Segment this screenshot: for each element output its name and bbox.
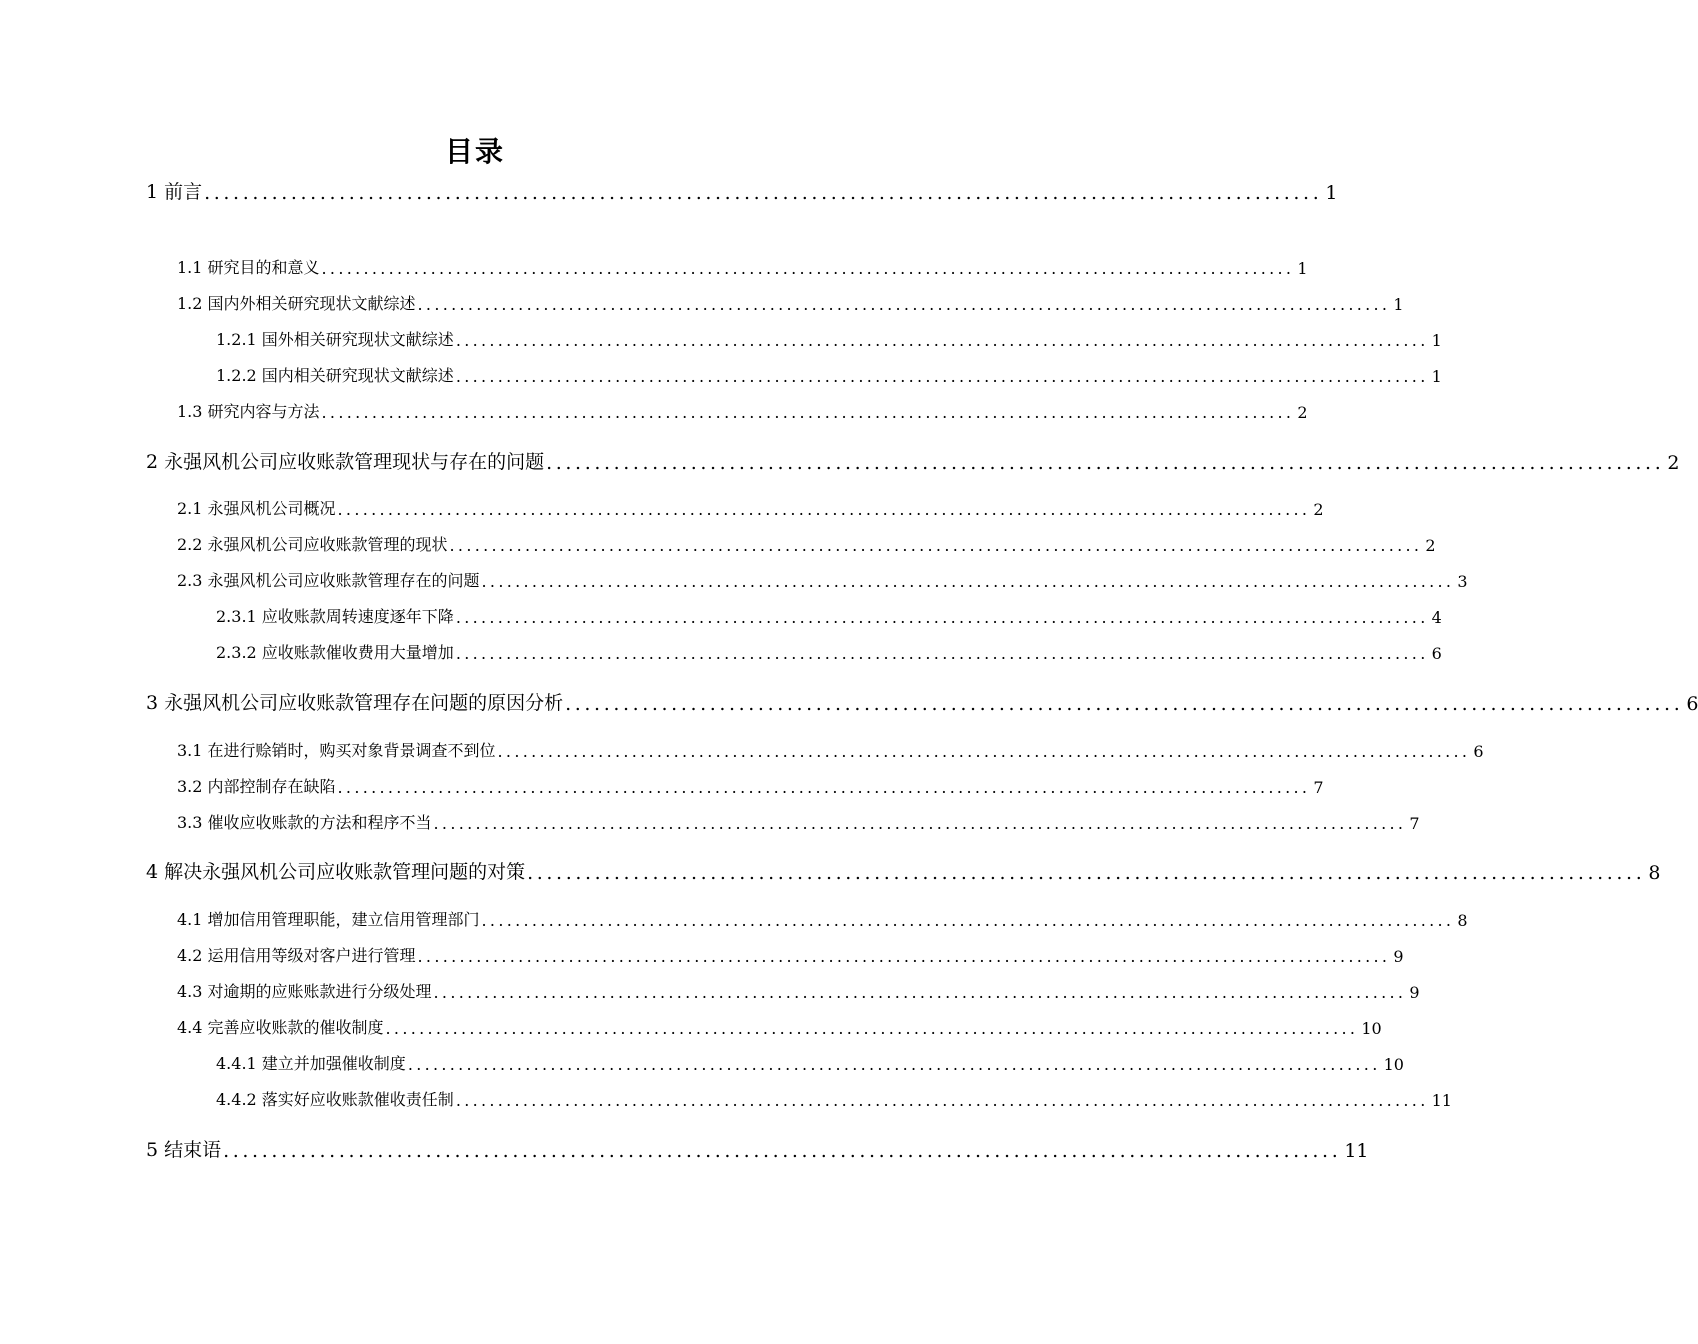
toc-leader-dots: .................................................................................................................... [449,536,1423,555]
toc-entry-section-1-2-2[interactable] [216,362,1442,386]
toc-entry-label: 1 前言 [146,181,203,203]
toc-entry-label: 4.2 运用信用等级对客户进行管理 [177,946,416,965]
toc-page-number: 8 [1457,911,1468,930]
toc-entry-label: 3.3 催收应收账款的方法和程序不当 [177,813,432,832]
toc-leader-dots: .................................................................................................................... [455,367,1429,386]
toc-page-number: 11 [1431,1091,1452,1110]
toc-page-number: 7 [1409,814,1420,833]
toc-leader-dots: .................................................................................................................... [417,295,1391,314]
toc-leader-dots: .................................................................................................................... [433,983,1407,1002]
toc-page-number: 9 [1393,947,1404,966]
toc-page-number: 9 [1409,983,1420,1002]
toc-leader-dots: .................................................................................................................... [455,331,1429,350]
toc-entry-chapter-3[interactable] [146,687,1698,715]
toc-entry-section-4-4-1[interactable] [216,1050,1404,1074]
toc-entry-section-2-3-2[interactable] [216,639,1442,663]
toc-entry-label: 2 永强风机公司应收账款管理现状与存在的问题 [146,451,545,473]
toc-page-number: 6 [1431,644,1442,663]
toc-page-number: 11 [1344,1140,1369,1162]
toc-leader-dots: .................................................................................................................... [455,1091,1429,1110]
toc-entry-section-4-2[interactable] [177,942,1404,966]
toc-entry-section-1-2-1[interactable] [216,326,1442,350]
toc-page-number: 1 [1325,182,1338,204]
toc-page-number: 1 [1297,259,1308,278]
toc-entry-chapter-5[interactable] [146,1134,1369,1162]
toc-entry-label: 1.3 研究内容与方法 [177,402,320,421]
toc-leader-dots: .................................................................................................................... [407,1055,1381,1074]
toc-leader-dots: .................................................................................................................... [455,608,1429,627]
toc-entry-label: 1.2.2 国内相关研究现状文献综述 [216,366,454,385]
toc-leader-dots: .................................................................................................................... [204,182,1323,204]
toc-entry-section-2-3-1[interactable] [216,603,1442,627]
toc-entry-label: 2.2 永强风机公司应收账款管理的现状 [177,535,448,554]
toc-page-number: 3 [1457,572,1468,591]
toc-page-number: 6 [1686,693,1698,715]
toc-leader-dots: .................................................................................................................... [337,500,1311,519]
toc-entry-label: 4.3 对逾期的应账账款进行分级处理 [177,982,432,1001]
toc-entry-label: 2.3.1 应收账款周转速度逐年下降 [216,607,454,626]
toc-leader-dots: .................................................................................................................... [481,911,1455,930]
toc-leader-dots: .................................................................................................................... [546,452,1665,474]
toc-page-number: 8 [1648,862,1661,884]
toc-page-number: 1 [1431,367,1442,386]
toc-page-number: 1 [1431,331,1442,350]
toc-entry-label: 4 解决永强风机公司应收账款管理问题的对策 [146,861,526,883]
toc-leader-dots: .................................................................................................................... [455,644,1429,663]
toc-entry-label: 1.1 研究目的和意义 [177,258,320,277]
toc-entry-label: 4.4.2 落实好应收账款催收责任制 [216,1090,454,1109]
toc-entry-section-1-1[interactable] [177,254,1308,278]
toc-entry-label: 5 结束语 [146,1139,222,1161]
toc-leader-dots: .................................................................................................................... [223,1140,1342,1162]
toc-entry-label: 3 永强风机公司应收账款管理存在问题的原因分析 [146,692,564,714]
toc-entry-chapter-2[interactable] [146,446,1680,474]
toc-entry-label: 2.3.2 应收账款催收费用大量增加 [216,643,454,662]
toc-entry-section-2-2[interactable] [177,531,1436,555]
toc-leader-dots: .................................................................................................................... [321,259,1295,278]
toc-page-number: 10 [1383,1055,1404,1074]
toc-leader-dots: .................................................................................................................... [337,778,1311,797]
toc-entry-section-4-3[interactable] [177,978,1420,1002]
toc-entry-section-4-4-2[interactable] [216,1086,1452,1110]
toc-page-number: 10 [1361,1019,1382,1038]
toc-entry-label: 4.4.1 建立并加强催收制度 [216,1054,406,1073]
toc-entry-label: 3.1 在进行赊销时，购买对象背景调查不到位 [177,741,496,760]
toc-page-number: 2 [1313,500,1324,519]
toc-entry-section-2-3[interactable] [177,567,1468,591]
toc-entry-section-3-3[interactable] [177,809,1420,833]
toc-entry-chapter-1[interactable] [146,176,1338,204]
toc-leader-dots: .................................................................................................................... [433,814,1407,833]
toc-page-number: 1 [1393,295,1404,314]
toc-entry-section-2-1[interactable] [177,495,1324,519]
toc-entry-section-4-4[interactable] [177,1014,1382,1038]
toc-entry-section-4-1[interactable] [177,906,1468,930]
toc-page-number: 7 [1313,778,1324,797]
toc-leader-dots: .................................................................................................................... [385,1019,1359,1038]
toc-entry-label: 4.4 完善应收账款的催收制度 [177,1018,384,1037]
toc-leader-dots: .................................................................................................................... [527,862,1646,884]
toc-entry-label: 1.2 国内外相关研究现状文献综述 [177,294,416,313]
toc-entry-label: 2.3 永强风机公司应收账款管理存在的问题 [177,571,480,590]
toc-entry-section-3-1[interactable] [177,737,1484,761]
toc-leader-dots: .................................................................................................................... [417,947,1391,966]
toc-entry-section-1-3[interactable] [177,398,1308,422]
toc-page-number: 2 [1297,403,1308,422]
toc-leader-dots: .................................................................................................................... [565,693,1684,715]
toc-page-number: 4 [1431,608,1442,627]
toc-leader-dots: .................................................................................................................... [497,742,1471,761]
toc-entry-label: 1.2.1 国外相关研究现状文献综述 [216,330,454,349]
toc-leader-dots: .................................................................................................................... [481,572,1455,591]
toc-leader-dots: .................................................................................................................... [321,403,1295,422]
toc-entry-chapter-4[interactable] [146,856,1661,884]
toc-entry-label: 2.1 永强风机公司概况 [177,499,336,518]
toc-entry-label: 3.2 内部控制存在缺陷 [177,777,336,796]
toc-entry-section-1-2[interactable] [177,290,1404,314]
toc-entry-label: 4.1 增加信用管理职能，建立信用管理部门 [177,910,480,929]
toc-page-number: 2 [1425,536,1436,555]
page-title: 目录 [444,135,505,168]
toc-entry-section-3-2[interactable] [177,773,1324,797]
toc-page-number: 6 [1473,742,1484,761]
toc-page-number: 2 [1667,452,1680,474]
